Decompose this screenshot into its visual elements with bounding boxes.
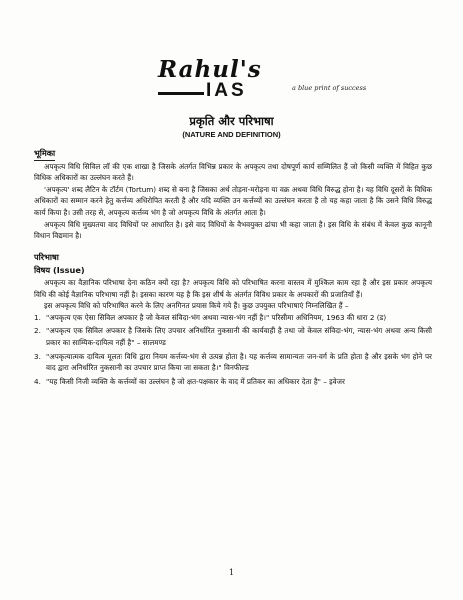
definition-heading: परिभाषा — [34, 251, 59, 262]
brand-logo — [158, 56, 358, 106]
intro-paragraph-1: अपकृत्य विधि सिविल लॉ की एक शाखा है जिसके अंतर्गत विभिन्न प्रकार के अपकृत्य तथा दोषपूर्ण कार्य सम्मिलित हैं जो किसी व्यक्ति में विहित कुछ विधिक अधिकारों का उल्लंघन करते हैं। — [34, 161, 432, 183]
list-item-number: 4. — [34, 376, 41, 386]
list-item-text: "यह किसी निजी व्यक्ति के कर्त्तव्यों का उल्लंघन है जो क्षत-पक्षकार के वाद में प्रतिकर का अधिकार देता है" – इवेजर — [46, 376, 345, 386]
brand-tagline: a blue print of success — [292, 84, 367, 92]
intro-paragraph-2: 'अपकृत्य' शब्द लैटिन के टॉर्टम (Tortum) शब्द से बना है जिसका अर्थ तोड़ना-मरोड़ना या वक्र अथवा विधि विरुद्ध होना है। यह विधि दूसरों के विधिक अधिकारों का सम्मान करने हेतु कर्त्तव्य अधिरोपित करती है और यदि व्यक्ति उन कर्त्तव्यों का उल्लंघन करता है तो यह कहा जाता है कि उसने विधि विरुद्ध कार्य किया है। उसी तरह से, अपकृत्य कर्त्तव्य भंग है जो अपकृत्य विधि के अंतर्गत आता है। — [34, 184, 432, 217]
spacer — [34, 242, 432, 250]
page-title: प्रकृति और परिभाषा — [189, 114, 274, 128]
definition-paragraph-2: इस अपकृत्य विधि को परिभाषित करने के लिए अनगिनत प्रयास किये गये हैं। कुछ उपयुक्त परिभाषाएं निम्नलिखित हैं – — [44, 301, 349, 311]
list-item-text: "अपकृत्यात्मक दायित्व मूलतः विधि द्वारा नियम कर्त्तव्य-भंग से उत्पन्न होता है। यह कर्त्तव्य सामान्यतः जन-वर्ग के प्रति होता है और इसके भंग होने पर वाद द्वारा अनिर्धारित नुकसानी का उपचार प्राप्त किया जा सकता है।" विनफील्ड — [46, 351, 432, 373]
document-body — [34, 146, 432, 389]
definition-paragraph-1: अपकृत्य का वैज्ञानिक परिभाषा देना कठिन क्यों रहा है? अपकृत्य विधि को परिभाषित करना वास्तव में मुश्किल काम रहा है और इस प्रकार अपकृत्य विधि की कोई वैज्ञानिक परिभाषा नहीं है। इसका कारण यह है कि इस शीर्ष के अंतर्गत विविध प्रकार के अपकारों की प्रजातियाँ हैं। — [34, 277, 432, 299]
list-item-number: 2. — [34, 326, 41, 336]
intro-heading — [34, 148, 432, 161]
subject-heading: विषय (Issue) — [34, 265, 85, 276]
list-item-number: 1. — [34, 312, 41, 322]
definition-list — [34, 312, 432, 388]
brand-sub: IAS — [206, 80, 247, 101]
list-item — [34, 351, 432, 374]
list-item — [34, 312, 432, 324]
list-item-text: "अपकृत्य एक सिविल अपकार है जिसके लिए उपचार अनिर्धारित नुकसानी की कार्यवाही है तथा जो केवल संविदा-भंग, न्यास-भंग अथवा अन्य किसी प्रकार का साम्यिक-दायित्व नहीं है" – सालमण्ड — [46, 326, 432, 347]
list-item-text: "अपकृत्य एक ऐसा सिविल अपकार है जो केवल संविदा-भंग अथवा न्यास-भंग नहीं है।" परिसीमा अधिनियम, 1963 की धारा 2 (ड) — [46, 312, 387, 322]
page-number: 1 — [228, 568, 235, 577]
brand-rule — [158, 92, 204, 95]
list-item-number: 3. — [34, 351, 41, 361]
list-item — [34, 376, 432, 388]
list-item — [34, 325, 432, 348]
brand-name: Rahul's — [158, 56, 262, 83]
page-subtitle: (NATURE AND DEFINITION) — [182, 130, 281, 139]
intro-heading-text: भूमिका — [34, 148, 55, 161]
intro-paragraph-3: अपकृत्य विधि मुख्यतया वाद विधियों पर आधारित है। इसे वाद विधियों के वैभवयुक्त ढांचा भी कहा जाता है। इस विधि के संबंध में केवल कुछ कानूनी विधान विद्यमान है। — [34, 219, 432, 241]
